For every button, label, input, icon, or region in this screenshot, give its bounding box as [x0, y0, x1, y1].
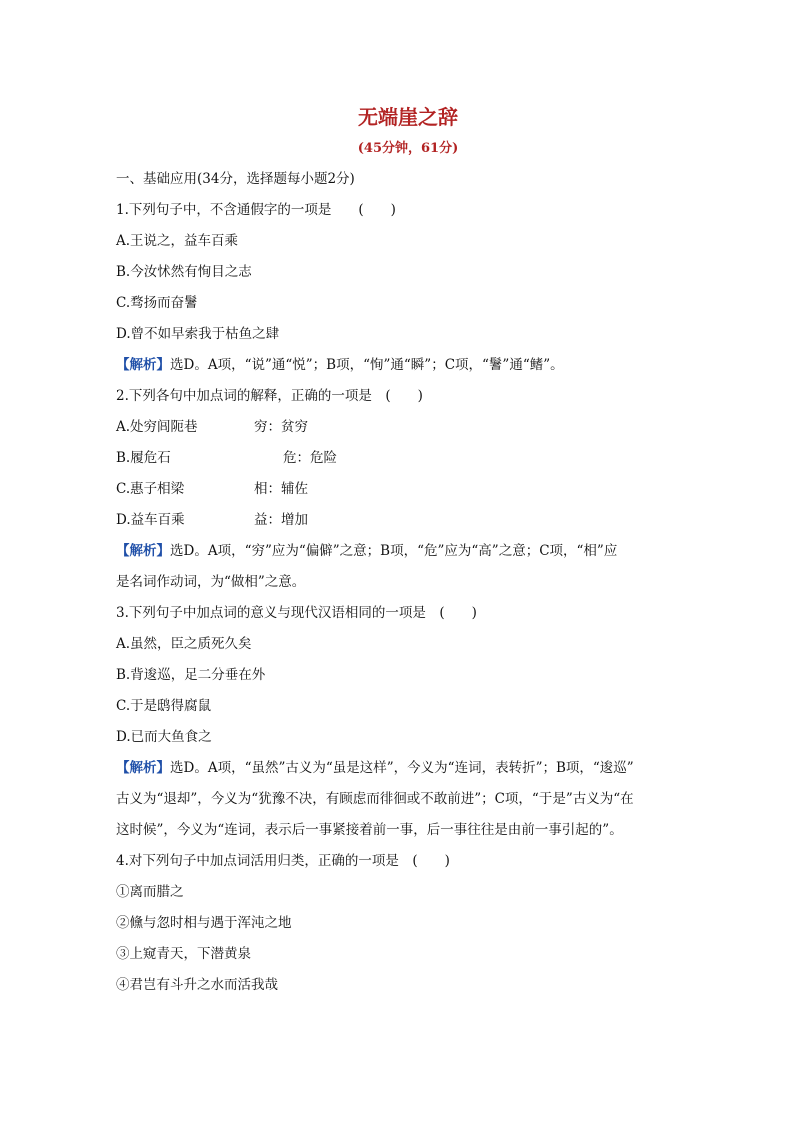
analysis-text: 选D。A项，“穷”应为“偏僻”之意；B项，“危”应为“高”之意；C项，“相”应 [170, 543, 618, 559]
question-2-option-c [116, 474, 686, 505]
option-text: D.益车百乘 [116, 512, 185, 528]
question-3-analysis [116, 753, 686, 784]
question-4-item-3: ③上窥青天，下潜黄泉 [116, 946, 251, 962]
question-2-analysis-cont: 是名词作动词，为“做相”之意。 [116, 574, 306, 590]
question-3-option-d: D.已而大鱼食之 [116, 729, 212, 745]
question-3-stem: 3.下列句子中加点词的意义与现代汉语相同的一项是 ( ) [116, 605, 477, 621]
question-2-stem: 2.下列各句中加点词的解释，正确的一项是 ( ) [116, 388, 423, 404]
question-2-option-b [116, 443, 686, 474]
question-4-item-1: ①离而腊之 [116, 884, 184, 900]
analysis-label: 【解析】 [116, 543, 170, 559]
question-3-analysis-cont: 这时候”，今义为“连词，表示后一事紧接着前一事，后一事往往是由前一事引起的”。 [116, 822, 623, 838]
question-2-option-d [116, 505, 686, 536]
section-heading: 一、基础应用(34分，选择题每小题2分) [116, 171, 355, 187]
question-3-option-c: C.于是鸱得腐鼠 [116, 698, 212, 714]
analysis-text: 选D。A项，“说”通“悦”；B项，“恂”通“瞬”；C项，“鬐”通“鳍”。 [170, 357, 564, 373]
question-1-analysis [116, 350, 686, 381]
question-4-stem: 4.对下列句子中加点词活用归类，正确的一项是 ( ) [116, 853, 450, 869]
question-3-option-b: B.背逡巡，足二分垂在外 [116, 667, 266, 683]
option-gloss: 危：危险 [283, 450, 337, 466]
option-gloss: 益：增加 [254, 512, 308, 528]
analysis-text: 选D。A项，“虽然”古义为“虽是这样”，今义为“连词，表转折”；B项，“逡巡” [170, 760, 634, 776]
question-1-option-a: A.王说之，益车百乘 [116, 233, 239, 249]
question-1-stem: 1.下列句子中，不含通假字的一项是 ( ) [116, 202, 396, 218]
question-2-analysis [116, 536, 686, 567]
question-1-option-d: D.曾不如早索我于枯鱼之肆 [116, 326, 280, 342]
question-1-option-c: C.骛扬而奋鬐 [116, 295, 198, 311]
question-4-item-4: ④君岂有斗升之水而活我哉 [116, 977, 278, 993]
document-page [116, 100, 686, 1001]
option-text: A.处穷闾阨巷 [116, 419, 198, 435]
option-text: B.履危石 [116, 450, 171, 466]
option-text: C.惠子相梁 [116, 481, 185, 497]
option-gloss: 穷：贫穷 [254, 419, 308, 435]
option-gloss: 相：辅佐 [254, 481, 308, 497]
question-3-option-a: A.虽然，臣之质死久矣 [116, 636, 252, 652]
question-4-item-2: ②儵与忽时相与遇于浑沌之地 [116, 915, 292, 931]
page-title: 无端崖之辞 [358, 105, 458, 129]
question-1-option-b: B.今汝怵然有恂目之志 [116, 264, 252, 280]
analysis-label: 【解析】 [116, 760, 170, 776]
analysis-label: 【解析】 [116, 357, 170, 373]
page-subtitle: (45分钟，61分) [357, 141, 459, 156]
question-3-analysis-cont: 古义为“退却”，今义为“犹豫不决，有顾虑而徘徊或不敢前进”；C项，“于是”古义为“在 [116, 791, 634, 807]
question-2-option-a [116, 412, 686, 443]
